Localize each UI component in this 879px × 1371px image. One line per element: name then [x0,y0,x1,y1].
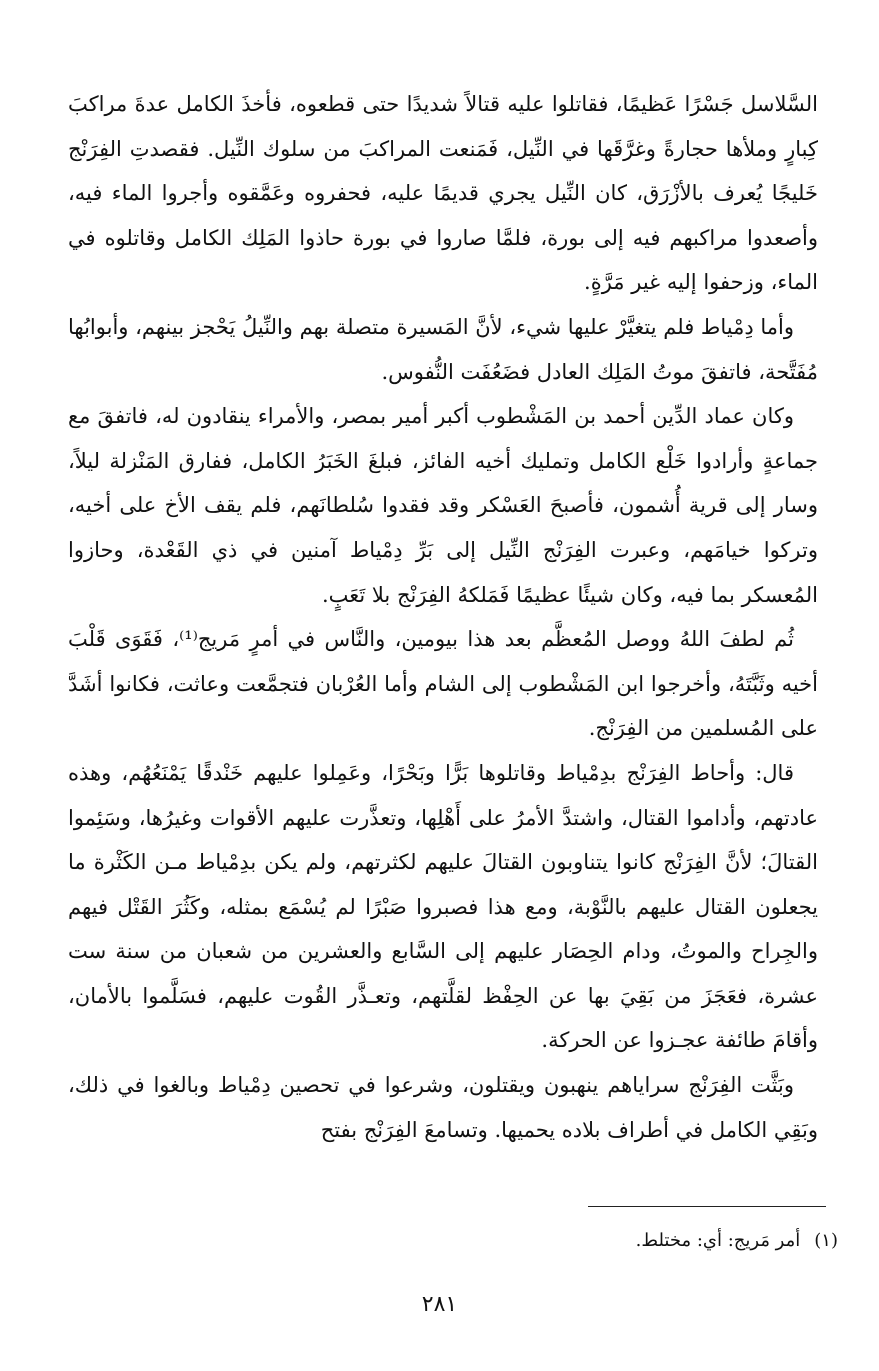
page-number: ٢٨١ [421,1292,458,1317]
footnote-divider [588,1206,826,1207]
paragraph: قال: وأحاط الفِرَنْج بدِمْياط وقاتلوها بَرًّا وبَحْرًا، وعَمِلوا عليهم خَنْدقًا يَمْنَعُهُم، وهذه عادتهم، وأداموا القتال، واشتدَّ الأمرُ على أَهْلِها، وتعذَّرت عليهم الأقوات وغيرُها، وسَئِموا القتالَ؛ لأنَّ الفِرَنْج كانوا يتناوبون القتالَ عليهم لكثرتهم، ولم يكن بدِمْياط مـن الكَثْرة ما يجعلون القتال عليهم بالنَّوْبة، ومع هذا فصبروا صَبْرًا لم يُسْمَع بمثله، وكَثُرَ القَتْل فيهم والجِراح والموتُ، ودام الحِصَار عليهم إلى السَّابع والعشرين من شعبان من سنة ست عشرة، فعَجَزَ من بَقِيَ بها عن الحِفْظ لقلَّتهم، وتعـذَّر القُوت عليهم، فسَلَّموا بالأمان، وأقامَ طائفة عجـزوا عن الحركة. [68,760,818,1053]
paragraph: وأما دِمْياط فلم يتغيَّرْ عليها شيء، لأنَّ المَسيرة متصلة بهم والنِّيلُ يَحْجز بينهم، وأبوابُها مُفَتَّحة، فاتفقَ موتُ المَلِك العادل فضَعُفَت النُّفوس. [68,314,818,384]
paragraph: السَّلاسل جَسْرًا عَظيمًا، فقاتلوا عليه قتالاً شديدًا حتى قطعوه، فأخذَ الكامل عدةَ مراكبَ كِبارٍ وملأها حجارةً وغرَّقَها في النِّيل، فَمَنعت المراكبَ من سلوك النِّيل. فقصدتِ الفِرَنْج خَليجًا يُعرف بالأزْرَق، كان النِّيل يجري قديمًا عليه، فحفروه وعَمَّقوه وأجروا الماء فيه، وأصعدوا مراكبهم فيه إلى بورة، فلمَّا صاروا في بورة حاذوا المَلِك الكامل وقاتلوه في الماء، وزحفوا إليه غير مَرَّةٍ. [68,92,818,295]
footnote-marker: (١) [814,1230,838,1251]
paragraph: وبَثَّت الفِرَنْج سراياهم ينهبون ويقتلون، وشرعوا في تحصين دِمْياط وبالغوا في ذلك، وبَقِي الكامل في أطراف بلاده يحميها. وتسامعَ الفِرَنْج بفتح [68,1073,818,1142]
footnote-text: أمر مَريج: أي: مختلط. [635,1230,801,1251]
footnote [68,1226,838,1256]
page-body [68,82,818,1152]
paragraph: ثُم لطفَ اللهُ ووصل المُعظَّم بعد هذا بيومين، والنَّاس في أمرٍ مَريج⁽¹⁾، فَقَوَى قَلْبَ أخيه وثَبَّتَهُ، وأخرجوا ابن المَشْطوب إلى الشام وأما العُرْبان فتجمَّعت وعاثت، فكانوا أشَدَّ على المُسلمين من الفِرَنْج. [68,627,818,741]
paragraph: وكان عماد الدِّين أحمد بن المَشْطوب أكبر أمير بمصر، والأمراء ينقادون له، فاتفقَ مع جماعةٍ وأرادوا خَلْع الكامل وتمليك أخيه الفائز، فبلغَ الخَبَرُ الكامل، ففارق المَنْزلة ليلاً، وسار إلى قرية أُشمون، فأصبحَ العَسْكر وقد فقدوا سُلطانَهم، فلم يقف الأخ على أخيه، وتركوا خيامَهم، وعبرت الفِرَنْج النِّيل إلى بَرِّ دِمْياط آمنين في ذي القَعْدة، وحازوا المُعسكر بما فيه، وكان شيئًا عظيمًا فَمَلكهُ الفِرَنْج بلا تَعَبٍ. [68,404,818,607]
